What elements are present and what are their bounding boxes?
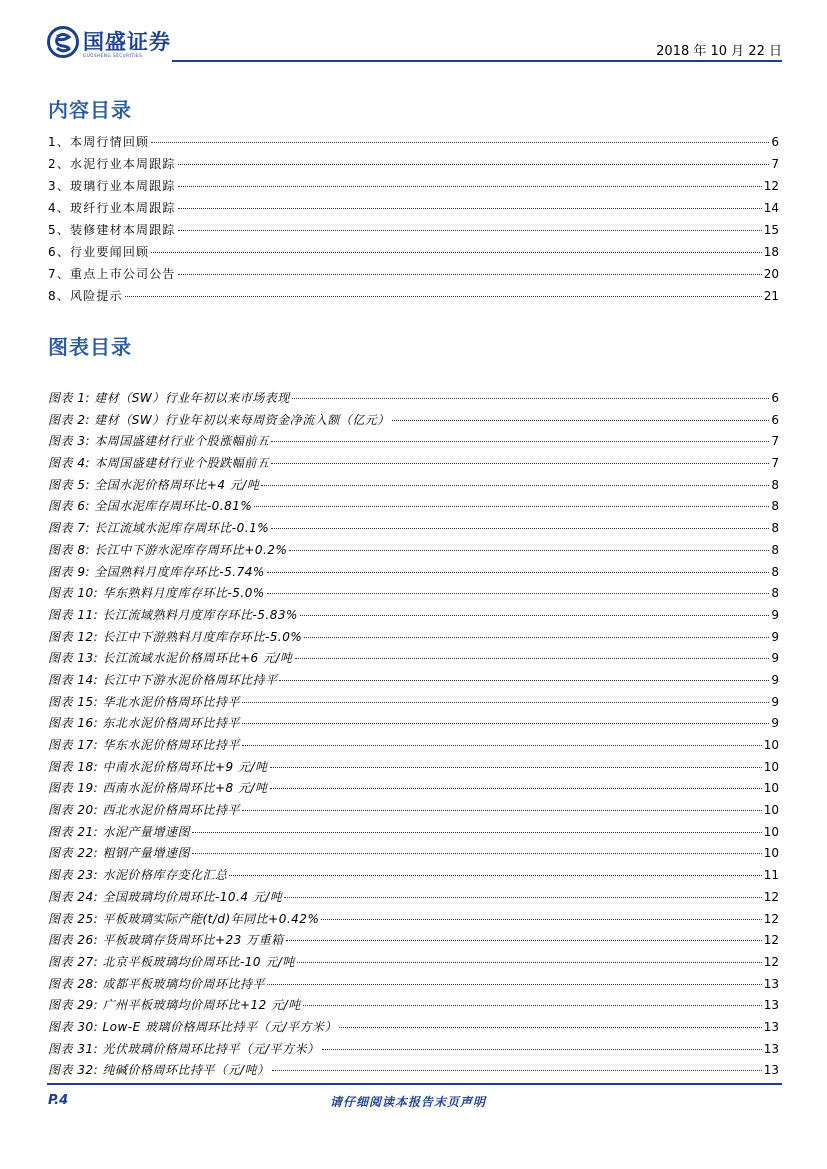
- leader-dots: [271, 463, 769, 464]
- figure-page: 10: [763, 803, 779, 818]
- toc-item-title: 7、重点上市公司公告: [48, 267, 176, 281]
- figure-list-item[interactable]: [48, 713, 779, 735]
- leader-dots: [295, 658, 770, 659]
- toc-item-page: 20: [763, 267, 779, 281]
- figure-title: 图表 4: 本周国盛建材行业个股跌幅前五: [48, 456, 270, 471]
- figure-page: 10: [763, 846, 779, 861]
- figure-list-item[interactable]: [48, 583, 779, 605]
- leader-dots: [303, 1005, 762, 1006]
- leader-dots: [242, 723, 769, 724]
- logo-emblem-icon: [47, 26, 79, 58]
- figure-title: 图表 23: 水泥价格库存变化汇总: [48, 868, 228, 883]
- leader-dots: [242, 702, 769, 703]
- figure-list-item[interactable]: [48, 930, 779, 952]
- toc-item-title: 6、行业要闻回顾: [48, 245, 150, 259]
- figure-title: 图表 1: 建材（SW）行业年初以来市场表现: [48, 391, 290, 405]
- figure-list-item[interactable]: [48, 865, 779, 887]
- figure-title: 图表 13: 长江流域水泥价格周环比+6 元/吨: [48, 651, 293, 666]
- toc-item[interactable]: [48, 131, 779, 153]
- leader-dots: [261, 485, 769, 486]
- figure-page: 6: [771, 391, 779, 405]
- leader-dots: [289, 550, 769, 551]
- toc-item[interactable]: [48, 219, 779, 241]
- leader-dots: [292, 398, 770, 399]
- figure-page: 8: [771, 542, 779, 557]
- company-logo: [47, 24, 217, 64]
- figure-list-item[interactable]: [48, 518, 779, 540]
- leader-dots: [297, 962, 762, 963]
- leader-dots: [271, 528, 769, 529]
- toc-item-page: 15: [763, 223, 779, 237]
- figure-title: 图表 10: 华东熟料月度库存环比-5.0%: [48, 586, 265, 601]
- leader-dots: [229, 875, 761, 876]
- report-date: 2018 年 10 月 22 日: [656, 44, 782, 59]
- leader-dots: [272, 1070, 762, 1071]
- toc-item[interactable]: [48, 175, 779, 197]
- figure-list-item[interactable]: [48, 1060, 779, 1082]
- figure-list-item[interactable]: [48, 496, 779, 518]
- leader-dots: [125, 296, 762, 297]
- toc-item[interactable]: [48, 263, 779, 285]
- leader-dots: [242, 810, 762, 811]
- figure-list-item[interactable]: [48, 431, 779, 453]
- figure-title: 图表 26: 平板玻璃存货周环比+23 万重箱: [48, 933, 284, 948]
- leader-dots: [271, 441, 769, 442]
- figure-list-item[interactable]: [48, 692, 779, 714]
- leader-dots: [267, 593, 770, 594]
- figure-page: 8: [771, 499, 779, 514]
- figure-list-item[interactable]: [48, 800, 779, 822]
- figure-page: 12: [763, 933, 779, 948]
- toc-list: [48, 131, 779, 307]
- figure-title: 图表 25: 平板玻璃实际产能(t/d)年同比+0.42%: [48, 911, 320, 926]
- toc-item-title: 1、本周行情回顾: [48, 135, 150, 149]
- figure-title: 图表 21: 水泥产量增速图: [48, 824, 190, 839]
- toc-item-page: 6: [771, 135, 779, 149]
- leader-dots: [192, 853, 762, 854]
- logo-text: 国盛证券: [83, 30, 171, 54]
- logo-subtext: GUOSHENG SECURITIES: [83, 53, 143, 58]
- figure-page: 13: [763, 1041, 779, 1056]
- leader-dots: [178, 186, 762, 187]
- figure-page: 10: [763, 781, 779, 796]
- leader-dots: [178, 230, 762, 231]
- toc-item-title: 4、玻纤行业本周跟踪: [48, 201, 176, 215]
- leader-dots: [151, 252, 761, 253]
- leader-dots: [178, 164, 770, 165]
- toc-item[interactable]: [48, 285, 779, 307]
- figure-page: 8: [771, 586, 779, 601]
- figure-title: 图表 6: 全国水泥库存周环比-0.81%: [48, 499, 253, 514]
- toc-item-page: 14: [763, 201, 779, 215]
- toc-item-page: 18: [763, 245, 779, 259]
- figure-list-item[interactable]: [48, 540, 779, 562]
- figure-page: 13: [763, 998, 779, 1013]
- figure-list-item[interactable]: [48, 995, 779, 1017]
- figure-list-item[interactable]: [48, 1039, 779, 1061]
- figure-list-item[interactable]: [48, 974, 779, 996]
- page-header: [47, 24, 782, 64]
- toc-item-title: 3、玻璃行业本周跟踪: [48, 179, 176, 193]
- leader-dots: [392, 420, 770, 421]
- figure-title: 图表 29: 广州平板玻璃均价周环比+12 元/吨: [48, 998, 301, 1013]
- figure-page: 13: [763, 1019, 779, 1034]
- toc-item-title: 5、装修建材本周跟踪: [48, 223, 176, 237]
- leader-dots: [178, 274, 762, 275]
- figure-title: 图表 28: 成都平板玻璃均价周环比持平: [48, 976, 265, 991]
- figure-page: 7: [771, 434, 779, 449]
- figure-title: 图表 31: 光伏玻璃价格周环比持平（元/平方米）: [48, 1041, 320, 1056]
- figure-title: 图表 2: 建材（SW）行业年初以来每周资金净流入额（亿元）: [48, 412, 390, 427]
- figure-page: 8: [771, 564, 779, 579]
- toc-item[interactable]: [48, 153, 779, 175]
- figure-list-item[interactable]: [48, 909, 779, 931]
- figure-list-item[interactable]: [48, 627, 779, 649]
- leader-dots: [242, 745, 762, 746]
- figure-page: 9: [771, 694, 779, 709]
- leader-dots: [151, 142, 769, 143]
- figure-page: 8: [771, 521, 779, 536]
- figure-list-item[interactable]: [48, 475, 779, 497]
- figure-title: 图表 19: 西南水泥价格周环比+8 元/吨: [48, 781, 268, 796]
- leader-dots: [339, 1027, 762, 1028]
- figure-title: 图表 5: 全国水泥价格周环比+4 元/吨: [48, 477, 260, 492]
- figure-title: 图表 18: 中南水泥价格周环比+9 元/吨: [48, 759, 268, 774]
- figure-list-item[interactable]: [48, 822, 779, 844]
- leader-dots: [284, 897, 761, 898]
- figure-list-item[interactable]: [48, 757, 779, 779]
- figure-page: 9: [771, 607, 779, 622]
- toc-item[interactable]: [48, 197, 779, 219]
- figure-page: 9: [771, 672, 779, 687]
- figure-page: 12: [763, 911, 779, 926]
- toc-heading: 内容目录: [48, 98, 132, 122]
- figure-title: 图表 24: 全国玻璃均价周环比-10.4 元/吨: [48, 889, 283, 904]
- figure-list-item[interactable]: [48, 843, 779, 865]
- figure-list-item[interactable]: [48, 778, 779, 800]
- figure-page: 10: [763, 759, 779, 774]
- figure-page: 7: [771, 456, 779, 471]
- leader-dots: [267, 572, 770, 573]
- footer-divider: [47, 1083, 782, 1085]
- figure-list-item[interactable]: [48, 670, 779, 692]
- toc-item[interactable]: [48, 241, 779, 263]
- figure-title: 图表 15: 华北水泥价格周环比持平: [48, 694, 240, 709]
- leader-dots: [279, 680, 769, 681]
- figure-title: 图表 22: 粗钢产量增速图: [48, 846, 190, 861]
- figure-title: 图表 9: 全国熟料月度库存环比-5.74%: [48, 564, 265, 579]
- toc-item-page: 12: [763, 179, 779, 193]
- toc-item-page: 21: [763, 289, 779, 303]
- figure-page: 8: [771, 477, 779, 492]
- leader-dots: [254, 506, 769, 507]
- figure-title: 图表 27: 北京平板玻璃均价周环比-10 元/吨: [48, 954, 295, 969]
- figure-list-item[interactable]: [48, 562, 779, 584]
- leader-dots: [267, 984, 762, 985]
- leader-dots: [178, 208, 762, 209]
- figure-page: 11: [763, 868, 779, 883]
- figure-page: 9: [771, 651, 779, 666]
- figure-list-item[interactable]: [48, 388, 779, 410]
- figure-title: 图表 17: 华东水泥价格周环比持平: [48, 738, 240, 752]
- figure-title: 图表 14: 长江中下游水泥价格周环比持平: [48, 672, 278, 687]
- leader-dots: [270, 788, 762, 789]
- figure-page: 12: [763, 889, 779, 904]
- figure-list-item[interactable]: [48, 952, 779, 974]
- figure-page: 10: [763, 738, 779, 752]
- toc-item-title: 2、水泥行业本周跟踪: [48, 157, 176, 171]
- figure-page: 10: [763, 824, 779, 839]
- figure-title: 图表 16: 东北水泥价格周环比持平: [48, 716, 240, 731]
- figure-title: 图表 30: Low-E 玻璃价格周环比持平（元/平方米）: [48, 1019, 338, 1034]
- page-number: P.4: [48, 1093, 69, 1108]
- figure-title: 图表 8: 长江中下游水泥库存周环比+0.2%: [48, 542, 288, 557]
- figure-title: 图表 20: 西北水泥价格周环比持平: [48, 803, 240, 818]
- figure-list-heading: 图表目录: [48, 335, 132, 359]
- leader-dots: [322, 1049, 762, 1050]
- figure-title: 图表 32: 纯碱价格周环比持平（元/吨）: [48, 1063, 270, 1078]
- footer-disclaimer: 请仔细阅读本报告末页声明: [330, 1095, 487, 1109]
- leader-dots: [286, 940, 762, 941]
- leader-dots: [321, 919, 761, 920]
- leader-dots: [192, 832, 762, 833]
- figure-list-item[interactable]: [48, 735, 779, 757]
- figure-list-item[interactable]: [48, 648, 779, 670]
- figure-list-item[interactable]: [48, 605, 779, 627]
- figure-page: 12: [763, 954, 779, 969]
- figure-list-item[interactable]: [48, 887, 779, 909]
- header-divider: [172, 60, 782, 62]
- figure-list: [48, 388, 779, 1082]
- toc-item-page: 7: [771, 157, 779, 171]
- figure-list-item[interactable]: [48, 1017, 779, 1039]
- figure-page: 9: [771, 629, 779, 644]
- figure-page: 13: [763, 976, 779, 991]
- figure-title: 图表 7: 长江流域水泥库存周环比-0.1%: [48, 521, 270, 536]
- figure-title: 图表 11: 长江流域熟料月度库存环比-5.83%: [48, 607, 298, 622]
- figure-page: 9: [771, 716, 779, 731]
- figure-list-item[interactable]: [48, 410, 779, 432]
- leader-dots: [304, 637, 769, 638]
- leader-dots: [300, 615, 769, 616]
- figure-list-item[interactable]: [48, 453, 779, 475]
- figure-title: 图表 12: 长江中下游熟料月度库存环比-5.0%: [48, 629, 303, 644]
- figure-page: 6: [771, 412, 779, 427]
- figure-page: 13: [763, 1063, 779, 1078]
- figure-title: 图表 3: 本周国盛建材行业个股涨幅前五: [48, 434, 270, 449]
- leader-dots: [270, 767, 762, 768]
- toc-item-title: 8、风险提示: [48, 289, 123, 303]
